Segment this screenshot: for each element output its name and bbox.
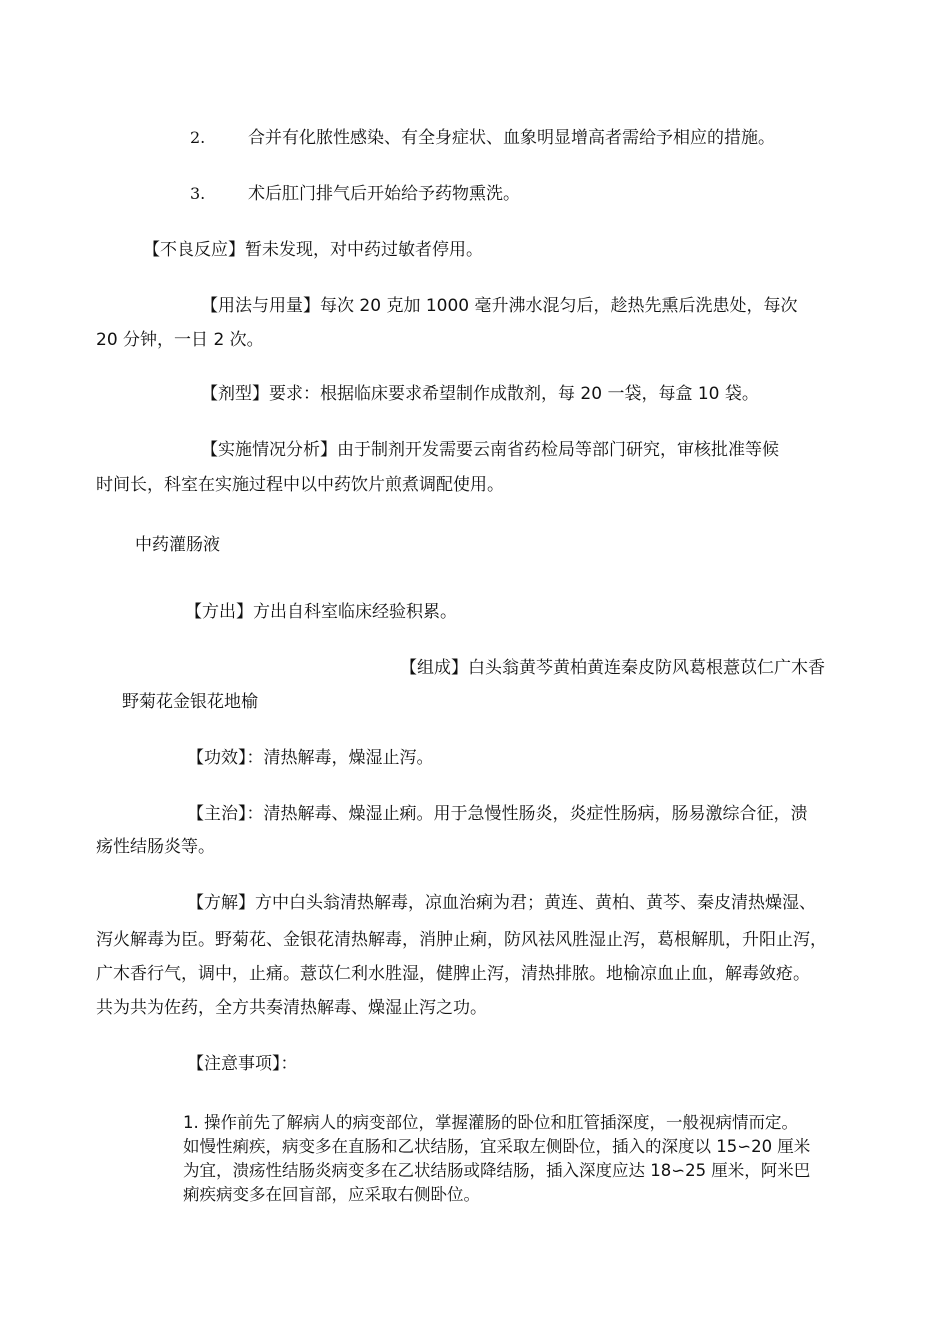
list-item-3: 术后肛门排气后开始给予药物熏洗。 bbox=[248, 184, 520, 204]
list-item-2: 合并有化脓性感染、有全身症状、血象明显增高者需给予相应的措施。 bbox=[248, 128, 775, 148]
list-number-3: 3. bbox=[190, 184, 206, 203]
adverse-reactions: 【不良反应】暂未发现，对中药过敏者停用。 bbox=[143, 240, 483, 260]
efficacy: 【功效】：清热解毒，燥湿止泻。 bbox=[187, 748, 434, 768]
note-1-line-1: 1. 操作前先了解病人的病变部位，掌握灌肠的卧位和肛管插深度，一般视病情而定。 bbox=[183, 1113, 798, 1132]
usage-line-2: 20 分钟，一日 2 次。 bbox=[96, 330, 264, 350]
note-1-line-3: 为宜，溃疡性结肠炎病变多在乙状结肠或降结肠，插入深度应达 18∽25 厘米，阿米巴 bbox=[183, 1161, 811, 1180]
dosage-form: 【剂型】要求：根据临床要求希望制作成散剂，每 20 一袋，每盒 10 袋。 bbox=[201, 384, 759, 404]
indication-line-2: 疡性结肠炎等。 bbox=[96, 837, 215, 857]
list-number-2: 2. bbox=[190, 128, 206, 147]
analysis-line-1: 【实施情况分析】由于制剂开发需要云南省药检局等部门研究，审核批准等候 bbox=[201, 440, 779, 460]
section-title: 中药灌肠液 bbox=[135, 535, 220, 555]
notes-title: 【注意事项】： bbox=[187, 1054, 298, 1074]
analysis-line-2: 时间长，科室在实施过程中以中药饮片煎煮调配使用。 bbox=[96, 475, 504, 495]
note-1-line-4: 痢疾病变多在回盲部，应采取右侧卧位。 bbox=[183, 1185, 480, 1204]
formula-line-3: 广木香行气，调中，止痛。薏苡仁利水胜湿，健脾止泻，清热排脓。地榆凉血止血，解毒敛疮。 bbox=[96, 964, 810, 984]
source: 【方出】方出自科室临床经验积累。 bbox=[185, 602, 457, 622]
formula-line-4: 共为共为佐药，全方共奏清热解毒、燥湿止泻之功。 bbox=[96, 998, 487, 1018]
composition-line-2: 野菊花金银花地榆 bbox=[122, 692, 258, 712]
usage-line-1: 【用法与用量】每次 20 克加 1000 毫升沸水混匀后，趁热先熏后洗患处，每次 bbox=[201, 296, 798, 316]
formula-line-2: 泻火解毒为臣。野菊花、金银花清热解毒，消肿止痢，防风祛风胜湿止泻，葛根解肌，升阳止泻， bbox=[96, 930, 827, 950]
indication-line-1: 【主治】：清热解毒、燥湿止痢。用于急慢性肠炎，炎症性肠病，肠易激综合征，溃 bbox=[187, 804, 808, 824]
formula-line-1: 【方解】方中白头翁清热解毒，凉血治痢为君；黄连、黄柏、黄芩、秦皮清热燥湿、 bbox=[187, 893, 816, 913]
composition-line-1: 【组成】白头翁黄芩黄柏黄连秦皮防风葛根薏苡仁广木香 bbox=[400, 658, 825, 678]
note-1-line-2: 如慢性痢疾，病变多在直肠和乙状结肠，宜采取左侧卧位，插入的深度以 15∽20 厘米 bbox=[183, 1137, 811, 1156]
